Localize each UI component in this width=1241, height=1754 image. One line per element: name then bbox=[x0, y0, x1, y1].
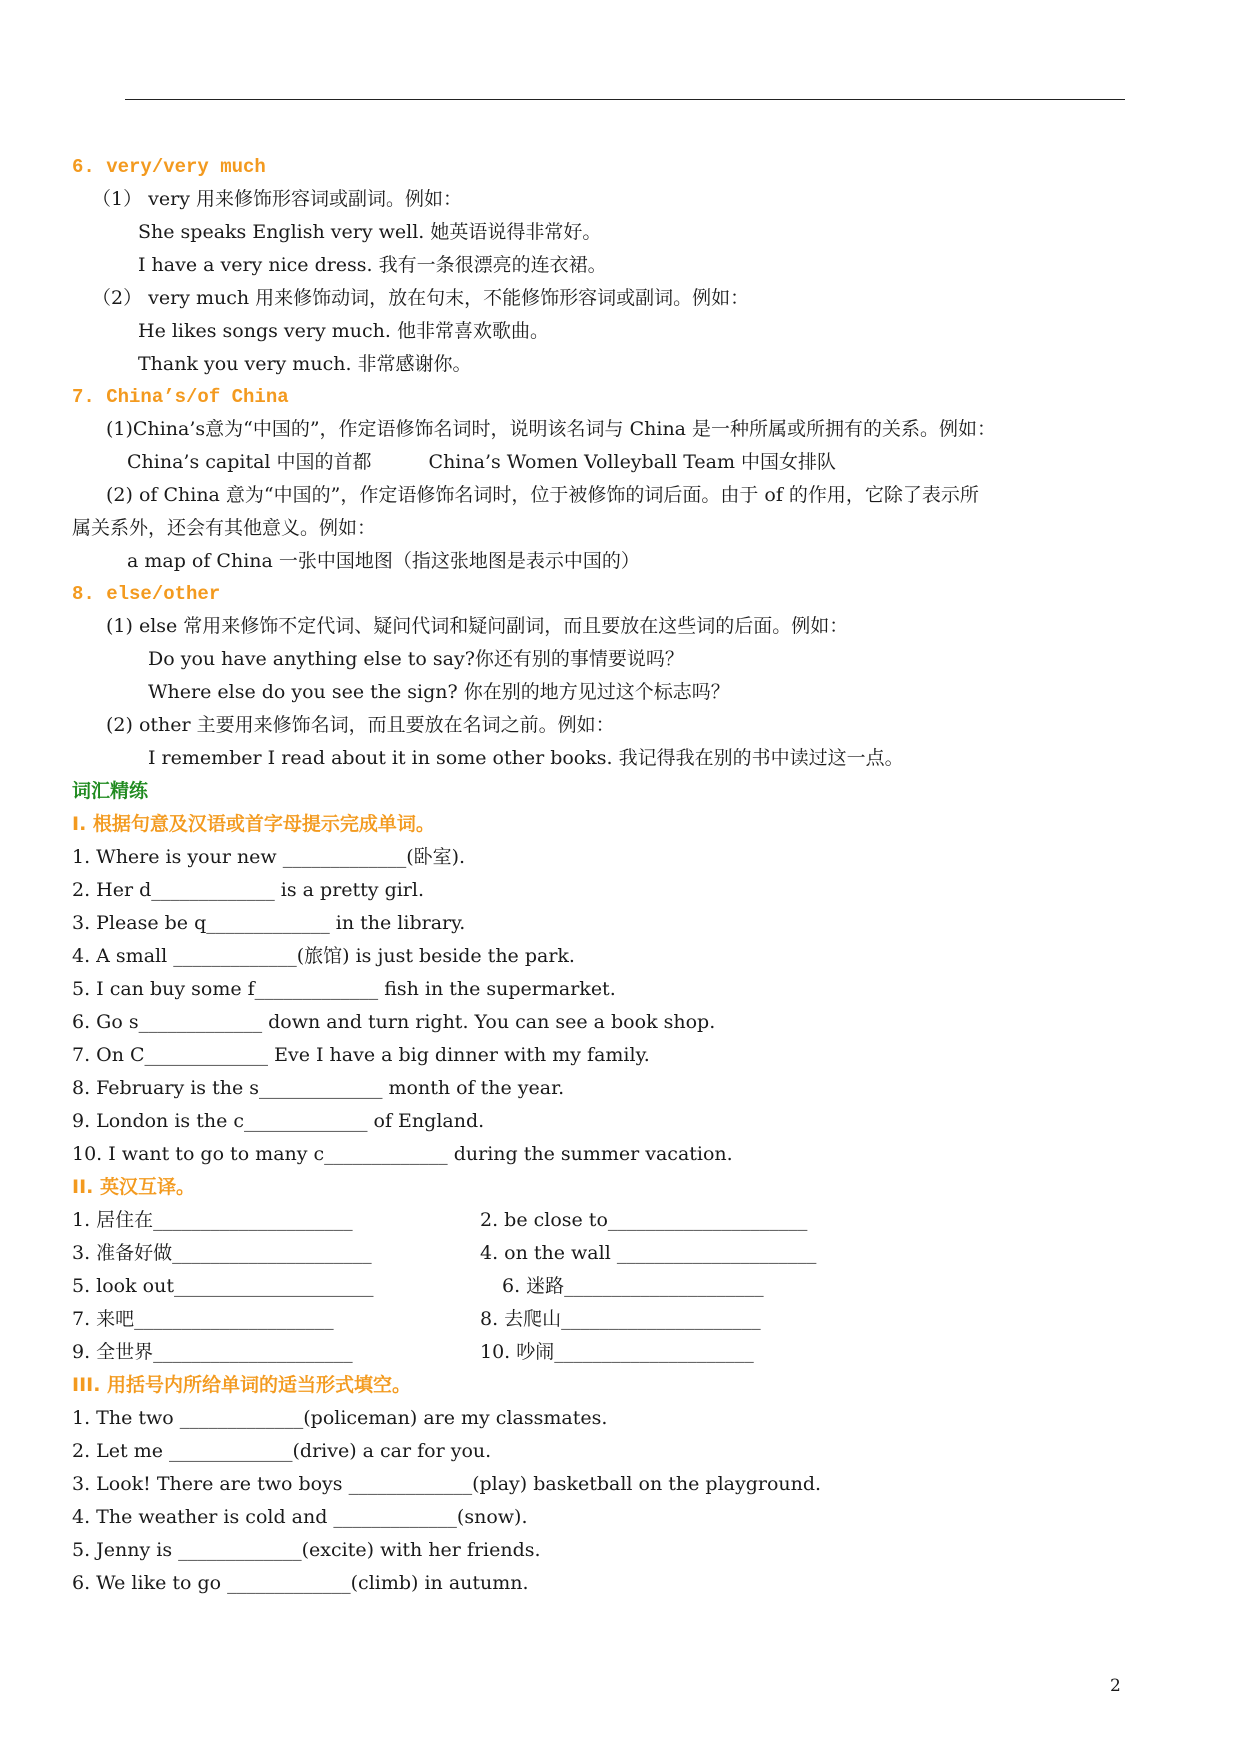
part-1-item: 1. Where is your new _____________(卧室). bbox=[72, 846, 466, 868]
section-6-line: （2） very much 用来修饰动词，放在句末，不能修饰形容词或副词。例如： bbox=[92, 287, 750, 309]
part-1-item: 7. On C_____________ Eve I have a big dinner with my family. bbox=[72, 1044, 650, 1066]
part-2-left-item: 5. look out_____________________ bbox=[72, 1275, 374, 1297]
part-2-right-item: 6. 迷路_____________________ bbox=[502, 1275, 764, 1297]
part-3-item: 4. The weather is cold and _____________(snow). bbox=[72, 1506, 528, 1528]
section-8-line: Where else do you see the sign? 你在别的地方见过这个标志吗？ bbox=[148, 681, 730, 703]
page-number: 2 bbox=[1110, 1676, 1121, 1696]
part-3-item: 5. Jenny is _____________(excite) with her friends. bbox=[72, 1539, 541, 1561]
section-7-line: 属关系外，还会有其他意义。例如： bbox=[72, 517, 377, 539]
part-3-item: 3. Look! There are two boys _____________(play) basketball on the playground. bbox=[72, 1473, 822, 1495]
section-6-heading: 6. very/very much bbox=[72, 156, 266, 178]
part-1-item: 3. Please be q_____________ in the library. bbox=[72, 912, 466, 934]
part-2-right-item: 2. be close to_____________________ bbox=[480, 1209, 808, 1231]
part-2-right-item: 10. 吵闹_____________________ bbox=[480, 1341, 754, 1363]
part-3-item: 6. We like to go _____________(climb) in autumn. bbox=[72, 1572, 529, 1594]
section-8-line: (2) other 主要用来修饰名词，而且要放在名词之前。例如： bbox=[106, 714, 615, 736]
part-2-right-item: 8. 去爬山_____________________ bbox=[480, 1308, 761, 1330]
section-6-line: He likes songs very much. 他非常喜欢歌曲。 bbox=[138, 320, 549, 342]
section-8-line: I remember I read about it in some other books. 我记得我在别的书中读过这一点。 bbox=[148, 747, 904, 769]
part-1-item: 8. February is the s_____________ month of the year. bbox=[72, 1077, 565, 1099]
part-1-item: 5. I can buy some f_____________ fish in the supermarket. bbox=[72, 978, 616, 1000]
vocab-title: 词汇精练 bbox=[72, 780, 149, 802]
section-7-line: (1)China’s意为“中国的”，作定语修饰名词时，说明该名词与 China 是一种所属或所拥有的关系。例如： bbox=[106, 418, 997, 440]
section-6-line: （1） very 用来修饰形容词或副词。例如： bbox=[92, 188, 462, 210]
part-2-heading: II. 英汉互译。 bbox=[72, 1176, 195, 1198]
part-3-item: 1. The two _____________(policeman) are my classmates. bbox=[72, 1407, 608, 1429]
part-1-item: 2. Her d_____________ is a pretty girl. bbox=[72, 879, 425, 901]
header-rule bbox=[125, 99, 1125, 100]
part-2-right-item: 4. on the wall _____________________ bbox=[480, 1242, 817, 1264]
section-8-line: Do you have anything else to say?你还有别的事情要说吗？ bbox=[148, 648, 684, 670]
section-6-line: She speaks English very well. 她英语说得非常好。 bbox=[138, 221, 602, 243]
part-3-item: 2. Let me _____________(drive) a car for you. bbox=[72, 1440, 492, 1462]
section-6-line: I have a very nice dress. 我有一条很漂亮的连衣裙。 bbox=[138, 254, 607, 276]
part-2-left-item: 7. 来吧_____________________ bbox=[72, 1308, 334, 1330]
section-7-line: (2) of China 意为“中国的”，作定语修饰名词时，位于被修饰的词后面。由于 of 的作用，它除了表示所 bbox=[106, 484, 979, 506]
part-1-item: 4. A small _____________(旅馆) is just beside the park. bbox=[72, 945, 575, 967]
part-3-heading: III. 用括号内所给单词的适当形式填空。 bbox=[72, 1374, 412, 1396]
section-8-heading: 8. else/other bbox=[72, 583, 221, 605]
part-1-item: 6. Go s_____________ down and turn right. You can see a book shop. bbox=[72, 1011, 716, 1033]
section-7-heading: 7. China’s/of China bbox=[72, 386, 289, 408]
part-2-left-item: 3. 准备好做_____________________ bbox=[72, 1242, 372, 1264]
section-7-line: China’s capital 中国的首都 China’s Women Volleyball Team 中国女排队 bbox=[127, 451, 837, 473]
part-1-item: 9. London is the c_____________ of England. bbox=[72, 1110, 485, 1132]
part-1-heading: I. 根据句意及汉语或首字母提示完成单词。 bbox=[72, 813, 435, 835]
part-1-item: 10. I want to go to many c_____________ during the summer vacation. bbox=[72, 1143, 733, 1165]
section-6-line: Thank you very much. 非常感谢你。 bbox=[138, 353, 472, 375]
section-7-line: a map of China 一张中国地图（指这张地图是表示中国的） bbox=[127, 550, 640, 572]
part-2-left-item: 9. 全世界_____________________ bbox=[72, 1341, 353, 1363]
part-2-left-item: 1. 居住在_____________________ bbox=[72, 1209, 353, 1231]
section-8-line: (1) else 常用来修饰不定代词、疑问代词和疑问副词，而且要放在这些词的后面。例如： bbox=[106, 615, 849, 637]
